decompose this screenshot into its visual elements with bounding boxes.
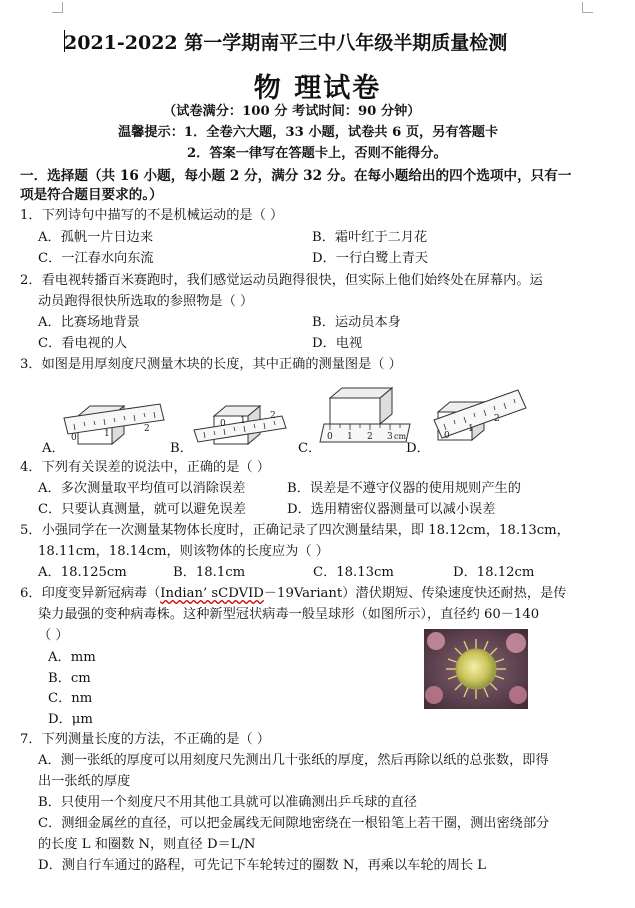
option-text: D．μm (48, 712, 93, 727)
question-2-stem: 2．看电视转播百米赛跑时，我们感觉运动员跑得很快，但实际上他们始终处在屏幕内。运 (20, 273, 543, 288)
option-text: B．误差是不遵守仪器的使用规则产生的 (287, 481, 521, 496)
question-3-stem: 3．如图是用厚刻度尺测量木块的长度，其中正确的测量图是（ ） (20, 357, 402, 372)
question-5-stem: 5．小强同学在一次测量某物体长度时，正确记录了四次测量结果，即 18.12cm，18.13cm， (20, 523, 570, 538)
question-6-stem-cont: 染力最强的变种病毒株。这种新型冠状病毒一般呈球形（如图所示），直径约 60－140 (38, 607, 540, 622)
virus-image (424, 629, 528, 709)
option-text: D．18.12cm (453, 565, 535, 580)
option-text: D．选用精密仪器测量可以减小误差 (287, 502, 496, 517)
tick-label-0: 0 (71, 433, 77, 443)
option-label-b: B． (170, 441, 193, 456)
ruler-figure-b (192, 376, 290, 452)
option-label-a: A． (42, 441, 65, 456)
option-text: C．18.13cm (313, 565, 394, 580)
option-text: C．只要认真测量，就可以避免误差 (38, 502, 246, 517)
ruler-figure-a (60, 376, 170, 452)
tick-label-2: 2 (494, 414, 500, 424)
tick-label-1: 1 (347, 432, 353, 442)
tick-label-1: 1 (240, 416, 246, 426)
page-corner-mark (582, 2, 593, 13)
option-text: C．测细金属丝的直径，可以把金属线无间隙地密绕在一根铅笔上若干圈，测出密绕部分 (38, 816, 550, 831)
tick-label-3: 3 (387, 432, 393, 442)
option-text: D．一行白鹭上青天 (312, 251, 429, 266)
option-text: A．多次测量取平均值可以消除误差 (38, 481, 246, 496)
option-text: C．nm (48, 691, 93, 706)
question-7-stem: 7．下列测量长度的方法，不正确的是（ ） (20, 732, 270, 747)
option-text: B．运动员本身 (312, 315, 401, 330)
option-text: A．孤帆一片日边来 (38, 230, 154, 245)
section-heading: 一．选择题（共 16 小题，每小题 2 分，满分 32 分。在每小题给出的四个选项中，只有一 (20, 168, 572, 184)
tip-line-1: 温馨提示：1．全卷六大题，33 小题，试卷共 6 页，另有答题卡 (118, 125, 499, 140)
tick-label-2: 2 (144, 424, 150, 434)
virus-illustration (424, 629, 528, 709)
exam-info: （试卷满分：100 分 考试时间：90 分钟） (163, 104, 421, 119)
tick-label-1: 1 (468, 424, 474, 434)
tick-label-0: 0 (220, 419, 226, 429)
option-text: A．比赛场地背景 (38, 315, 140, 330)
tick-label-2: 2 (367, 432, 373, 442)
ruler-figure-d (428, 376, 530, 452)
option-text-cont: 的长度 L 和圈数 N，则直径 D＝L/N (38, 837, 256, 852)
question-2-stem-cont: 动员跑得很快所选取的参照物是（ ） (38, 294, 254, 309)
question-1-stem: 1．下列诗句中描写的不是机械运动的是（ ） (20, 208, 284, 223)
option-text-cont: 出一张纸的厚度 (38, 774, 131, 789)
question-6-stem-blank: （ ） (38, 628, 69, 643)
option-text: B．霜叶红于二月花 (312, 230, 428, 245)
question-6-stem (20, 585, 566, 603)
tick-label-0: 0 (327, 432, 333, 442)
option-label-c: C． (298, 441, 322, 456)
tick-label-0: 0 (444, 431, 450, 441)
stem-part: －19Variant）潜伏期短、传染速度快还耐热，是传 (263, 586, 567, 601)
option-text: A．18.125cm (38, 565, 127, 580)
subject-title: 物 理试卷 (253, 73, 382, 104)
option-text: A．测一张纸的厚度可以用刻度尺先测出几十张纸的厚度，然后再除以纸的总张数，即得 (38, 753, 549, 768)
question-4-stem: 4．下列有关误差的说法中，正确的是（ ） (20, 460, 270, 475)
option-text: D．电视 (312, 336, 363, 351)
option-label-d: D． (406, 441, 430, 456)
ruler-figure-c (318, 376, 418, 452)
section-heading-cont: 项是符合题目要求的。） (20, 187, 163, 203)
tick-label-2: 2 (270, 411, 276, 421)
option-text: B．18.1cm (173, 565, 246, 580)
block-front (330, 398, 380, 424)
option-text: B．cm (48, 671, 91, 686)
page-corner-mark (52, 2, 63, 13)
unit-label: cm (394, 432, 407, 441)
option-text: C．一江春水向东流 (38, 251, 154, 266)
exam-title: 2021-2022 第一学期南平三中八年级半期质量检测 (64, 32, 508, 54)
option-text: C．看电视的人 (38, 336, 128, 351)
option-text: A．mm (48, 650, 96, 665)
question-5-stem-cont: 18.11cm，18.14cm，则该物体的长度应为（ ） (38, 544, 329, 559)
option-text: D．测自行车通过的路程，可先记下车轮转过的圈数 N，再乘以车轮的周长 L (38, 858, 487, 873)
stem-part: 6．印度变异新冠病毒（ (20, 586, 161, 601)
misspelled-term: Indian’ sCDVID (160, 586, 264, 601)
tick-label-1: 1 (104, 429, 110, 439)
option-text: B．只使用一个刻度尺不用其他工具就可以准确测出乒乓球的直径 (38, 795, 417, 810)
tip-line-2: 2．答案一律写在答题卡上，否则不能得分。 (187, 146, 447, 161)
